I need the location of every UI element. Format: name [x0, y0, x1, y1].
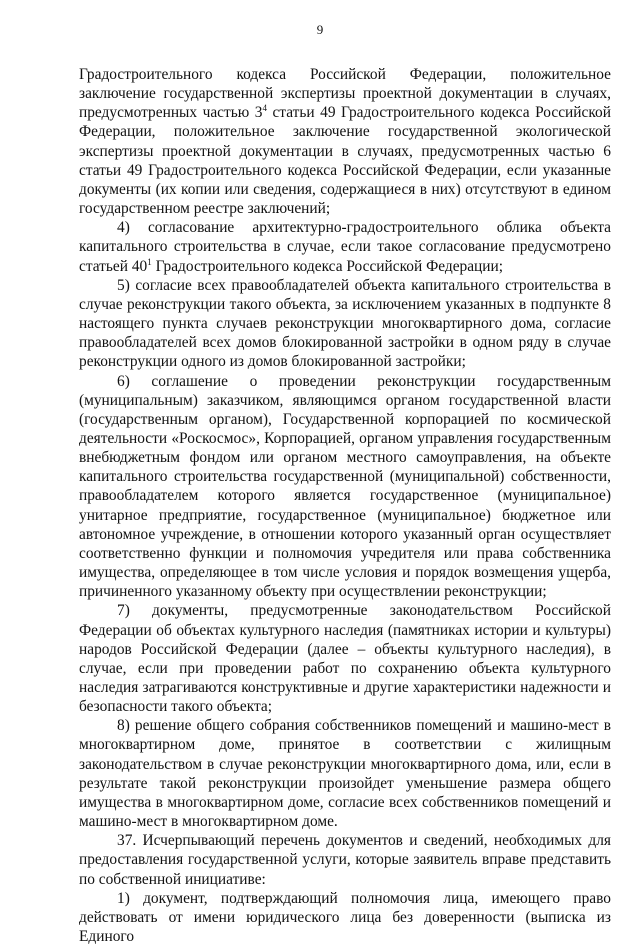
- paragraph-item-7: 7) документы, предусмотренные законодательством Российской Федерации об объектах культурного наследия (памятниках истории и культуры) народов Российской Федерации (далее – объекты культурного наследия), в случае, если при проведении работ по сохранению объекта культурного наследия затрагиваются конструктивные и другие характеристики надежности и безопасности такого объекта;: [79, 602, 611, 716]
- paragraph-item-6: 6) соглашение о проведении реконструкции государственным (муниципальным) заказчиком, являющимся органом государственной власти (государственным органом), Государственной корпорацией по космической деятельности «Роскосмос», Корпорацией, органом управления государственным внебюджетным фондом или органом местного самоуправления, на объекте капитального строительства государственной (муниципальной) собственности, правообладателем которого является государственное (муниципальное) унитарное предприятие, государственное (муниципальное) бюджетное или автономное учреждение, в отношении которого указанный орган осуществляет соответственно функции и полномочия учредителя или права собственника имущества, определяющее в том числе условия и порядок возмещения ущерба, причиненного указанному объекту при осуществлении реконструкции;: [79, 372, 611, 601]
- paragraph-text: Градостроительного кодекса Российской Федерации;: [151, 257, 504, 275]
- document-body: [79, 65, 611, 946]
- superscript: 4: [262, 103, 267, 114]
- paragraph-text: Градостроительного кодекса Российской Федерации, положительное заключение государственной экспертизы проектной документации в случаях, предусмотренных частью 3: [79, 66, 611, 122]
- paragraph-section-37: 37. Исчерпывающий перечень документов и сведений, необходимых для предоставления государственной услуги, которые заявитель вправе представить по собственной инициативе:: [79, 832, 611, 888]
- paragraph-item-8: 8) решение общего собрания собственников помещений и машино-мест в многоквартирном доме, принятое в соответствии с жилищным законодательством в случае реконструкции многоквартирного дома, или, если в результате такой реконструкции произойдет уменьшение размера общего имущества в многоквартирном доме, согласие всех собственников помещений и машино-мест в многоквартирном доме.: [79, 717, 611, 831]
- paragraph-item-4: [79, 218, 611, 275]
- paragraph-text: 4) согласование архитектурно-градостроительного облика объекта капитального строительства в случае, если такое согласование предусмотрено статьей 40: [79, 219, 611, 275]
- paragraph-item-1: 1) документ, подтверждающий полномочия лица, имеющего право действовать от имени юридического лица без доверенности (выписка из Единого: [79, 889, 611, 946]
- page-number: 9: [316, 22, 324, 37]
- superscript: 1: [147, 256, 152, 267]
- paragraph-text: статьи 49 Градостроительного кодекса Российской Федерации, положительное заключение государственной экологической экспертизы проектной документации в случаях, предусмотренных частью 6 статьи 49 Градостроительного кодекса Российской Федерации, если указанные документы (их копии или сведения, содержащиеся в них) отсутствуют в едином государственном реестре заключений;: [79, 104, 611, 218]
- paragraph-continuation: [79, 65, 611, 218]
- paragraph-item-5: 5) согласие всех правообладателей объекта капитального строительства в случае реконструкции такого объекта, за исключением указанных в подпункте 8 настоящего пункта случаев реконструкции многоквартирного дома, согласие правообладателей всех домов блокированной застройки в одном ряду в случае реконструкции одного из домов блокированной застройки;: [79, 276, 611, 371]
